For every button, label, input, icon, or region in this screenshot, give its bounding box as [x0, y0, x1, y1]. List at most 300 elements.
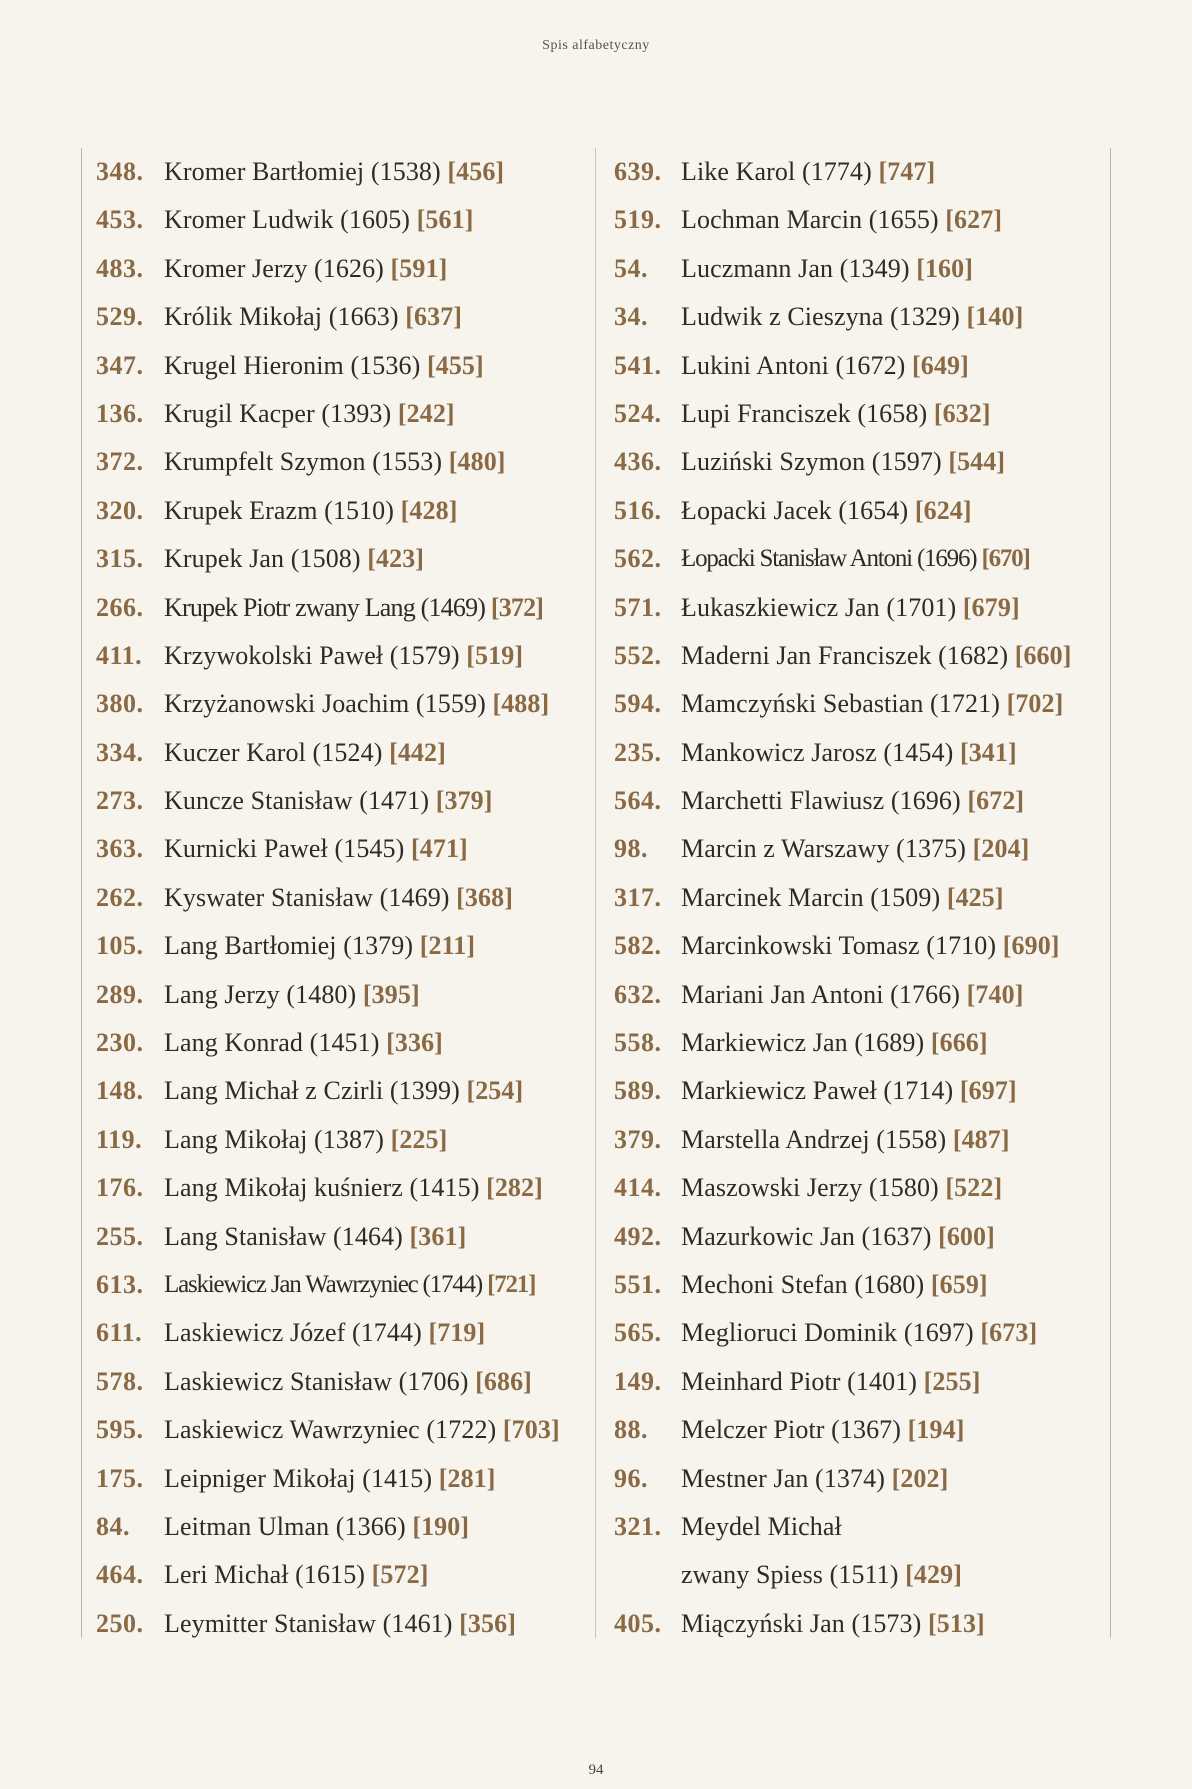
entry-name-text: Lukini Antoni (1672): [681, 350, 913, 380]
entry-name-text: Lupi Franciszek (1658): [681, 398, 934, 428]
entry-name: [164, 1261, 535, 1309]
entry-name-text: Krupek Jan (1508): [164, 544, 368, 574]
entry-name-text: Mechoni Stefan (1680): [681, 1269, 931, 1299]
index-entry: [597, 1261, 1110, 1309]
entry-reference: [632]: [933, 398, 991, 428]
entry-name-text: zwany Spiess (1511): [681, 1560, 906, 1590]
entry-number: 552.: [614, 640, 662, 670]
entry-reference: [194]: [907, 1415, 965, 1445]
entry-number: 175.: [96, 1463, 144, 1493]
entry-reference: [379]: [435, 786, 493, 816]
entry-reference: [254]: [466, 1076, 524, 1106]
index-entry: [597, 1551, 1110, 1599]
entry-number: 34.: [614, 302, 648, 332]
entry-number: 317.: [614, 882, 662, 912]
index-entry: [82, 1213, 595, 1261]
entry-name-text: Marstella Andrzej (1558): [681, 1124, 953, 1154]
index-entry: [82, 1067, 595, 1115]
index-entry: [597, 196, 1110, 244]
entry-reference: [395]: [362, 979, 420, 1009]
entry-name: [681, 487, 972, 535]
index-entry: [82, 1261, 595, 1309]
entry-reference: [673]: [980, 1318, 1038, 1348]
index-entry: [82, 1551, 595, 1599]
index-entry: [597, 293, 1110, 341]
entry-name: [681, 1116, 1010, 1164]
entry-name-text: Mestner Jan (1374): [681, 1463, 892, 1493]
entry-name-text: Kromer Jerzy (1626): [164, 253, 391, 283]
entry-name-text: Lang Mikołaj (1387): [164, 1124, 391, 1154]
entry-reference: [513]: [927, 1608, 985, 1638]
entry-name-text: Mamczyński Sebastian (1721): [681, 689, 1007, 719]
entry-reference: [336]: [386, 1028, 443, 1058]
entry-name: [681, 1358, 981, 1406]
entry-name: [164, 390, 455, 438]
entry-number: 176.: [96, 1173, 144, 1203]
entry-name-text: Luczmann Jan (1349): [681, 253, 917, 283]
entry-reference: [487]: [952, 1124, 1010, 1154]
index-entry: [597, 390, 1110, 438]
entry-name: [164, 922, 475, 970]
entry-number: 289.: [96, 979, 144, 1009]
entry-number: 372.: [96, 447, 144, 477]
entry-reference: [740]: [966, 979, 1024, 1009]
index-entry: [597, 1406, 1110, 1454]
entry-name: [681, 1551, 962, 1599]
index-entry: [82, 342, 595, 390]
entry-number: 453.: [96, 205, 144, 235]
entry-name-text: Marcinkowski Tomasz (1710): [681, 931, 1003, 961]
entry-reference: [690]: [1002, 931, 1060, 961]
entry-name: [681, 729, 1017, 777]
index-entry: [597, 1067, 1110, 1115]
entry-number: 347.: [96, 350, 144, 380]
entry-name-text: Maderni Jan Franciszek (1682): [681, 640, 1015, 670]
entry-reference: [660]: [1014, 640, 1072, 670]
entry-number: 639.: [614, 157, 662, 186]
entry-name-text: Leymitter Stanisław (1461): [164, 1608, 460, 1638]
index-entry: [82, 1406, 595, 1454]
entry-name-text: Lang Stanisław (1464): [164, 1221, 410, 1251]
entry-reference: [672]: [967, 786, 1025, 816]
index-entry: [597, 148, 1110, 196]
entry-reference: [686]: [475, 1366, 532, 1396]
entry-name: [164, 1116, 447, 1164]
entry-number: 149.: [614, 1366, 662, 1396]
entry-name: [164, 196, 473, 244]
entry-name-text: Krzywokolski Paweł (1579): [164, 640, 467, 670]
entry-reference: [572]: [371, 1560, 429, 1590]
entry-name: [164, 1551, 429, 1599]
entry-name: [164, 1503, 469, 1551]
entry-reference: [600]: [938, 1221, 995, 1251]
index-entry: [82, 1455, 595, 1503]
entry-name-text: Miączyński Jan (1573): [681, 1608, 928, 1638]
entry-number: 321.: [614, 1511, 662, 1541]
index-entry: [597, 438, 1110, 486]
entry-number: 589.: [614, 1076, 662, 1106]
index-column-right: [597, 148, 1111, 1638]
entry-name: [681, 874, 1004, 922]
entry-reference: [627]: [945, 205, 1003, 235]
index-entry: [82, 1309, 595, 1357]
entry-name: [164, 825, 468, 873]
entry-name: [164, 487, 457, 535]
entry-number: 320.: [96, 495, 144, 525]
index-entry: [597, 632, 1110, 680]
entry-name: [681, 1019, 988, 1067]
entry-number: 273.: [96, 786, 144, 816]
entry-name: [164, 1455, 496, 1503]
entry-reference: [190]: [412, 1511, 470, 1541]
entry-name: [164, 148, 504, 196]
index-entry: [82, 680, 595, 728]
entry-reference: [747]: [878, 157, 936, 186]
index-entry: [597, 680, 1110, 728]
index-entry: [82, 874, 595, 922]
index-entry: [597, 487, 1110, 535]
entry-number: 119.: [96, 1124, 143, 1154]
index-entry: [82, 1164, 595, 1212]
index-entry: [82, 1358, 595, 1406]
entry-name-text: Kromer Ludwik (1605): [164, 205, 417, 235]
entry-name: [164, 1406, 560, 1454]
index-entry: [82, 293, 595, 341]
entry-name-text: Leitman Ulman (1366): [164, 1511, 413, 1541]
entry-name-text: Melczer Piotr (1367): [681, 1415, 908, 1445]
entry-name-text: Królik Mikołaj (1663): [164, 302, 406, 332]
entry-name: [681, 438, 1005, 486]
index-entry: [82, 196, 595, 244]
entry-reference: [442]: [389, 737, 446, 767]
index-entry: [82, 729, 595, 777]
entry-name-text: Łukaszkiewicz Jan (1701): [681, 592, 963, 622]
entry-name-text: Krumpfelt Szymon (1553): [164, 447, 449, 477]
entry-reference: [679]: [962, 592, 1020, 622]
entry-number: 379.: [614, 1124, 662, 1154]
entry-reference: [591]: [390, 253, 448, 283]
index-entry: [82, 1019, 595, 1067]
entry-number: 564.: [614, 786, 662, 816]
entry-number: 84.: [96, 1511, 130, 1541]
entry-reference: [341]: [959, 737, 1017, 767]
entry-reference: [372]: [490, 592, 544, 622]
entry-number: 363.: [96, 834, 144, 864]
entry-reference: [361]: [409, 1221, 467, 1251]
entry-reference: [703]: [502, 1415, 560, 1445]
entry-number: 594.: [614, 689, 662, 719]
entry-name-text: Lang Michał z Czirli (1399): [164, 1076, 467, 1106]
entry-reference: [697]: [959, 1076, 1017, 1106]
entry-name: [164, 1309, 485, 1357]
entry-reference: [519]: [466, 640, 524, 670]
index-entry: [597, 1164, 1110, 1212]
entry-reference: [719]: [428, 1318, 486, 1348]
entry-reference: [204]: [972, 834, 1030, 864]
entry-number: 250.: [96, 1608, 144, 1638]
entry-reference: [242]: [397, 398, 455, 428]
entry-number: 558.: [614, 1028, 662, 1058]
index-entry: [82, 487, 595, 535]
entry-name: [164, 874, 513, 922]
index-entry: [82, 584, 595, 632]
entry-reference: [225]: [390, 1124, 448, 1154]
entry-number: 582.: [614, 931, 662, 961]
entry-reference: [211]: [419, 931, 476, 961]
entry-name: [164, 680, 549, 728]
entry-name-text: Kurnicki Paweł (1545): [164, 834, 411, 864]
entry-name: [681, 293, 1023, 341]
entry-name-text: Mariani Jan Antoni (1766): [681, 979, 967, 1009]
entry-number: 235.: [614, 737, 662, 767]
entry-reference: [255]: [923, 1366, 981, 1396]
index-entry: [82, 1116, 595, 1164]
entry-number: 541.: [614, 350, 662, 380]
index-entry: [597, 1213, 1110, 1261]
entry-name: [681, 1164, 1002, 1212]
entry-number: 334.: [96, 737, 144, 767]
entry-name: [164, 1019, 443, 1067]
index-entry: [597, 342, 1110, 390]
index-entry: [82, 390, 595, 438]
entry-number: 611.: [96, 1318, 143, 1348]
entry-reference: [488]: [492, 689, 550, 719]
entry-name-text: Łopacki Jacek (1654): [681, 495, 915, 525]
index-entry: [597, 1455, 1110, 1503]
entry-name-text: Lang Bartłomiej (1379): [164, 931, 420, 961]
entry-reference: [423]: [367, 544, 425, 574]
entry-name: [681, 342, 969, 390]
index-entry: [597, 1116, 1110, 1164]
index-entry: [597, 777, 1110, 825]
index-entry: [82, 777, 595, 825]
entry-number: 571.: [614, 592, 662, 622]
entry-number: 105.: [96, 931, 144, 961]
entry-number: 436.: [614, 447, 662, 477]
index-entry: [597, 584, 1110, 632]
entry-number: 551.: [614, 1269, 662, 1299]
entry-number: 380.: [96, 689, 144, 719]
entry-reference: [702]: [1006, 689, 1064, 719]
entry-name: [164, 438, 506, 486]
entry-number: 632.: [614, 979, 662, 1009]
entry-reference: [282]: [486, 1173, 543, 1203]
entry-reference: [480]: [448, 447, 506, 477]
index-entry: [82, 1600, 595, 1648]
index-entry: [597, 1358, 1110, 1406]
index-entry: [82, 922, 595, 970]
entry-name: [164, 971, 420, 1019]
entry-reference: [522]: [945, 1173, 1003, 1203]
entry-name: [681, 1309, 1037, 1357]
entry-reference: [425]: [946, 882, 1004, 912]
entry-number: 529.: [96, 302, 144, 332]
entry-name-text: Marcin z Warszawy (1375): [681, 834, 973, 864]
entry-number: 54.: [614, 253, 648, 283]
entry-name: [681, 148, 935, 196]
entry-name: [164, 342, 484, 390]
entry-name-text: Laskiewicz Stanisław (1706): [164, 1366, 476, 1396]
index-entry: [597, 922, 1110, 970]
entry-name: [164, 293, 462, 341]
entry-name: [681, 777, 1024, 825]
entry-number: 483.: [96, 253, 144, 283]
entry-reference: [561]: [416, 205, 474, 235]
entry-name-text: Marcinek Marcin (1509): [681, 882, 947, 912]
entry-name-text: Maszowski Jerzy (1580): [681, 1173, 946, 1203]
entry-number: 230.: [96, 1028, 144, 1058]
entry-name-text: Kuncze Stanisław (1471): [164, 786, 436, 816]
entry-name-text: Łopacki Stanisław Antoni (1696): [681, 545, 982, 573]
entry-reference: [456]: [447, 157, 505, 186]
entry-number: 524.: [614, 398, 662, 428]
entry-reference: [356]: [459, 1608, 516, 1638]
entry-name-text: Lochman Marcin (1655): [681, 205, 946, 235]
entry-number: 405.: [614, 1608, 662, 1638]
entry-name: [164, 535, 424, 583]
entry-name-text: Leri Michał (1615): [164, 1560, 372, 1590]
entry-reference: [471]: [410, 834, 468, 864]
entry-number: 414.: [614, 1173, 662, 1203]
entry-reference: [666]: [930, 1028, 988, 1058]
entry-reference: [544]: [948, 447, 1006, 477]
entry-name-text: Lang Mikołaj kuśnierz (1415): [164, 1173, 487, 1203]
entry-name-text: Leipniger Mikołaj (1415): [164, 1463, 439, 1493]
index-entry: [82, 535, 595, 583]
entry-name: [681, 245, 973, 293]
entry-name: [681, 1213, 995, 1261]
entry-number: 562.: [614, 544, 662, 574]
entry-name-text: Lang Konrad (1451): [164, 1028, 387, 1058]
entry-number: 516.: [614, 495, 662, 525]
entry-number: 98.: [614, 834, 648, 864]
running-header: Spis alfabetyczny: [542, 38, 650, 53]
entry-number: 148.: [96, 1076, 144, 1106]
entry-name-text: Marchetti Flawiusz (1696): [681, 786, 968, 816]
entry-name-text: Krupek Piotr zwany Lang (1469): [164, 592, 491, 622]
entry-name-text: Krugel Hieronim (1536): [164, 350, 427, 380]
entry-name: [681, 535, 1030, 583]
entry-reference: [659]: [930, 1269, 988, 1299]
entry-name: [681, 1455, 948, 1503]
entry-name-text: Laskiewicz Jan Wawrzyniec (1744): [164, 1270, 488, 1298]
entry-name: [681, 680, 1063, 728]
entry-name: [681, 825, 1029, 873]
entry-number: 136.: [96, 398, 144, 428]
index-entry: [597, 535, 1110, 583]
entry-name-text: Mankowicz Jarosz (1454): [681, 737, 960, 767]
index-entry: [597, 1309, 1110, 1357]
entry-number: 411.: [96, 640, 143, 670]
index-entry: [82, 971, 595, 1019]
entry-name-text: Ludwik z Cieszyna (1329): [681, 302, 967, 332]
entry-number: 315.: [96, 544, 144, 574]
index-entry: [82, 1503, 595, 1551]
entry-number: 266.: [96, 592, 144, 622]
entry-number: 262.: [96, 882, 144, 912]
index-entry: [82, 825, 595, 873]
entry-name: [681, 584, 1020, 632]
entry-number: 492.: [614, 1221, 662, 1251]
entry-name-text: Meglioruci Dominik (1697): [681, 1318, 981, 1348]
entry-name: [681, 1503, 842, 1551]
entry-reference: [649]: [912, 350, 969, 380]
entry-number: 96.: [614, 1463, 648, 1493]
entry-name-text: Markiewicz Paweł (1714): [681, 1076, 960, 1106]
index-column-left: [81, 148, 596, 1638]
entry-number: 578.: [96, 1366, 144, 1396]
index-entry: [597, 245, 1110, 293]
entry-name: [681, 196, 1002, 244]
index-entry: [597, 1019, 1110, 1067]
entry-name-text: Krzyżanowski Joachim (1559): [164, 689, 493, 719]
entry-name-text: Kuczer Karol (1524): [164, 737, 390, 767]
entry-reference: [637]: [405, 302, 463, 332]
entry-reference: [202]: [891, 1463, 949, 1493]
entry-reference: [721]: [487, 1270, 536, 1298]
entry-reference: [140]: [966, 302, 1024, 332]
entry-name-text: Krupek Erazm (1510): [164, 495, 401, 525]
index-entry: [82, 245, 595, 293]
entry-name-text: Meinhard Piotr (1401): [681, 1366, 924, 1396]
entry-number: 464.: [96, 1560, 144, 1590]
index-entry: [597, 729, 1110, 777]
entry-name-text: Like Karol (1774): [681, 157, 879, 186]
entry-name: [681, 1261, 988, 1309]
entry-name: [681, 1067, 1017, 1115]
entry-name: [164, 584, 543, 632]
entry-name: [164, 777, 493, 825]
entry-name-text: Krugil Kacper (1393): [164, 398, 398, 428]
entry-name-text: Laskiewicz Wawrzyniec (1722): [164, 1415, 503, 1445]
entry-name: [164, 245, 447, 293]
entry-number: 519.: [614, 205, 662, 235]
entry-name-text: Luziński Szymon (1597): [681, 447, 949, 477]
index-entry: [82, 148, 595, 196]
entry-number: 348.: [96, 157, 144, 186]
entry-reference: [429]: [905, 1560, 962, 1590]
index-entry: [597, 1600, 1110, 1648]
entry-reference: [670]: [981, 545, 1030, 573]
entry-name: [164, 632, 523, 680]
entry-number: 565.: [614, 1318, 662, 1348]
index-entry: [82, 438, 595, 486]
entry-number: 595.: [96, 1415, 144, 1445]
entry-name: [681, 1600, 985, 1648]
entry-reference: [624]: [914, 495, 972, 525]
entry-name-text: Kyswater Stanisław (1469): [164, 882, 457, 912]
entry-name-text: Markiewicz Jan (1689): [681, 1028, 931, 1058]
entry-number: 255.: [96, 1221, 144, 1251]
entry-name: [164, 1067, 523, 1115]
entry-number: 613.: [96, 1269, 144, 1299]
page-number: 94: [588, 1762, 604, 1778]
index-entry: [597, 971, 1110, 1019]
entry-name: [164, 729, 446, 777]
entry-reference: [455]: [426, 350, 484, 380]
entry-name: [681, 390, 991, 438]
entry-name-text: Kromer Bartłomiej (1538): [164, 157, 448, 186]
entry-number: 88.: [614, 1415, 648, 1445]
entry-name-text: Meydel Michał: [681, 1511, 842, 1541]
index-entry: [597, 1503, 1110, 1551]
entry-reference: [281]: [438, 1463, 496, 1493]
entry-name: [164, 1213, 466, 1261]
entry-name-text: Mazurkowic Jan (1637): [681, 1221, 939, 1251]
entry-reference: [428]: [400, 495, 458, 525]
entry-name: [681, 971, 1024, 1019]
entry-name-text: Laskiewicz Józef (1744): [164, 1318, 429, 1348]
